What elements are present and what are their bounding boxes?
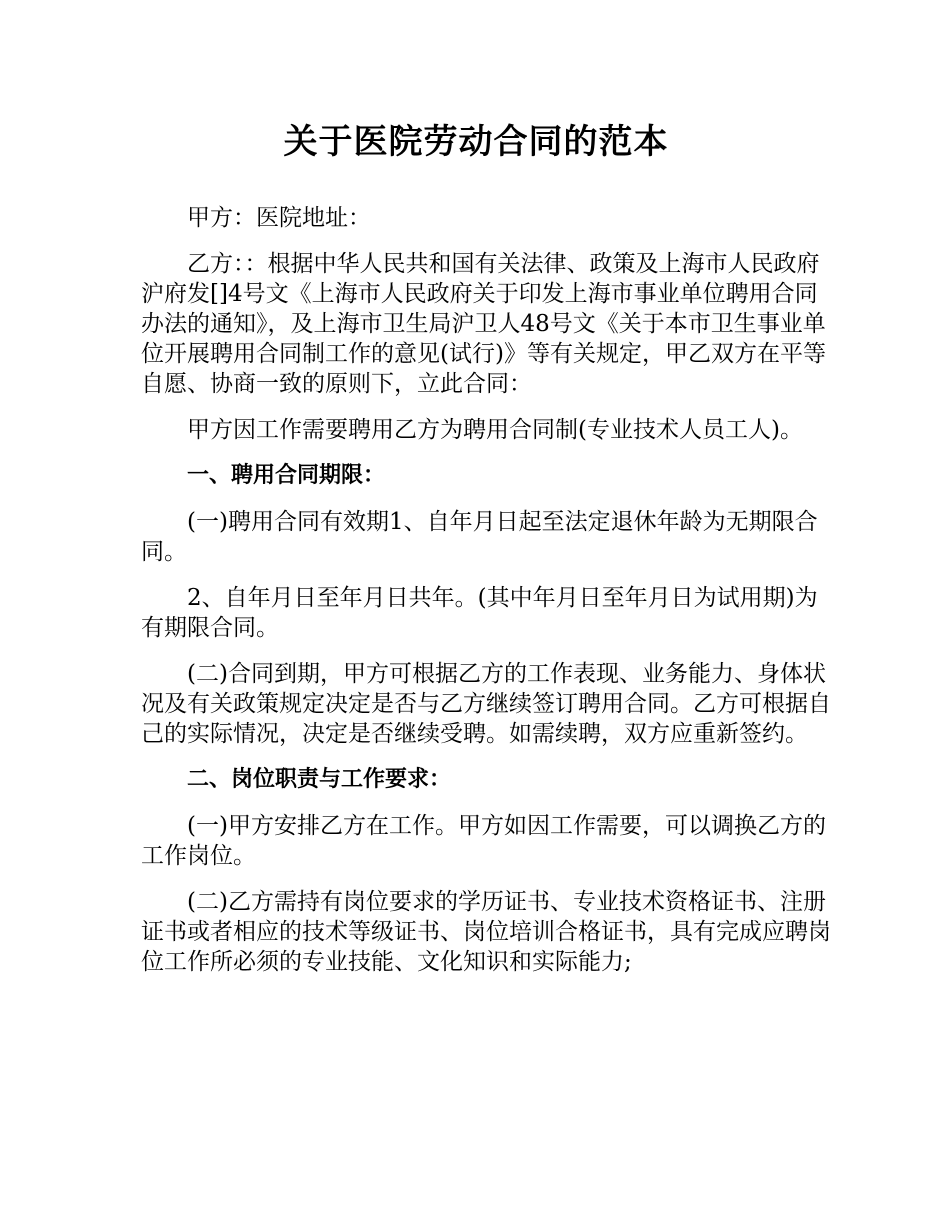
- document-body: [141, 203, 831, 993]
- employment-purpose: 甲方因工作需要聘用乙方为聘用合同制(专业技术人员工人)。: [187, 417, 803, 443]
- section-heading-duties: 二、岗位职责与工作要求：: [187, 767, 452, 792]
- clause-term-2: 2、自年月日至年月日共年。(其中年月日至年月日为试用期)为有期限合同。: [141, 585, 818, 641]
- clause-duties-1: (一)甲方安排乙方在工作。甲方如因工作需要，可以调换乙方的工作岗位。: [141, 813, 826, 869]
- clause-renewal: (二)合同到期，甲方可根据乙方的工作表现、业务能力、身体状况及有关政策规定决定是否与乙方继续签订聘用合同。乙方可根据自己的实际情况，决定是否继续受聘。如需续聘，双方应重新签约。: [141, 661, 831, 747]
- party-a-line: 甲方：医院地址：: [187, 205, 371, 231]
- document-title: 关于医院劳动合同的范本: [283, 122, 669, 162]
- section-heading-contract-term: 一、聘用合同期限：: [187, 463, 386, 488]
- clause-duties-2: (二)乙方需持有岗位要求的学历证书、专业技术资格证书、注册证书或者相应的技术等级证书、岗位培训合格证书，具有完成应聘岗位工作所必须的专业技能、文化知识和实际能力;: [141, 889, 831, 975]
- clause-term-1: (一)聘用合同有效期1、自年月日起至法定退休年龄为无期限合同。: [141, 509, 818, 565]
- party-b-preamble: 乙方：：根据中华人民共和国有关法律、政策及上海市人民政府沪府发[]4号文《上海市人民政府关于印发上海市事业单位聘用合同办法的通知》，及上海市卫生局沪卫人48号文《关于本市卫生事业单位开展聘用合同制工作的意见(试行)》等有关规定，甲乙双方在平等自愿、协商一致的原则下，立此合同：: [141, 251, 826, 397]
